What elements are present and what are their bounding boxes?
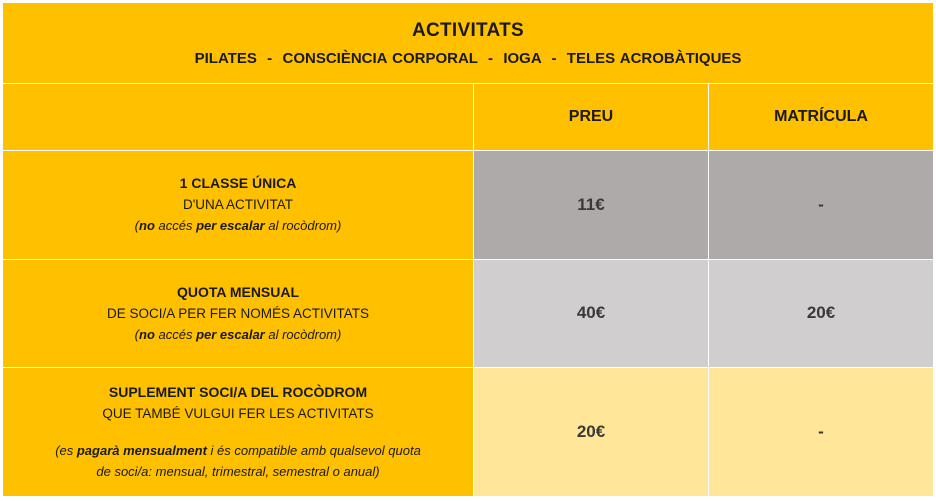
row-note-line2: de soci/a: mensual, trimestral, semestral o anual)	[96, 463, 380, 479]
activities-table-container	[2, 2, 933, 497]
enrollment-header-label: MATRÍCULA	[774, 108, 868, 126]
enrollment-value: -	[818, 194, 824, 214]
row-title: SUPLEMENT SOCI/A DEL ROCÒDROM	[108, 383, 368, 400]
table-title: ACTIVITATS	[411, 19, 525, 41]
enrollment-cell	[709, 259, 934, 367]
activities-price-table	[2, 2, 934, 497]
table-row	[3, 259, 934, 367]
table-title-cell	[3, 3, 934, 84]
price-header-label: PREU	[568, 108, 614, 126]
price-cell	[474, 151, 709, 259]
row-note: (no accés per escalar al rocòdrom)	[134, 218, 342, 234]
enrollment-value: -	[818, 421, 824, 441]
table-row	[3, 367, 934, 496]
price-cell	[474, 259, 709, 367]
price-value: 20€	[576, 421, 606, 441]
row-note: (es pagarà mensualment i és compatible amb qualsevol quota	[55, 442, 421, 458]
enrollment-column-header	[709, 84, 934, 151]
row-subtitle: QUE TAMBÉ VULGUI FER LES ACTIVITATS	[102, 405, 374, 421]
price-value: 11€	[577, 194, 605, 214]
enrollment-cell	[709, 367, 934, 496]
activities-list: PILATES - CONSCIÈNCIA CORPORAL - IOGA - TELES ACROBÀTIQUES	[194, 49, 742, 67]
row-label-cell	[3, 259, 474, 367]
table-row	[3, 151, 934, 259]
row-title: QUOTA MENSUAL	[176, 283, 300, 300]
row-subtitle: D'UNA ACTIVITAT	[182, 197, 294, 213]
row-subtitle: DE SOCI/A PER FER NOMÉS ACTIVITATS	[106, 305, 370, 321]
row-note: (no accés per escalar al rocòdrom)	[134, 326, 342, 342]
header-empty-cell	[3, 84, 474, 151]
row-label-cell	[3, 151, 474, 259]
enrollment-value: 20€	[806, 303, 836, 323]
price-cell	[474, 367, 709, 496]
row-title: 1 CLASSE ÚNICA	[179, 175, 297, 192]
price-value: 40€	[576, 303, 606, 323]
enrollment-cell	[709, 151, 934, 259]
row-label-cell	[3, 367, 474, 496]
price-column-header	[474, 84, 709, 151]
